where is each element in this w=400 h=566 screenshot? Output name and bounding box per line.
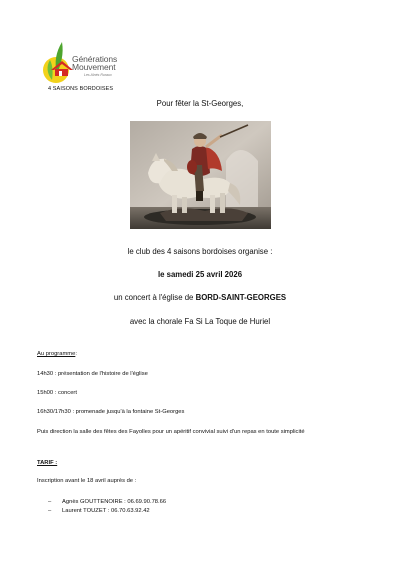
logo-tagline: Les Aînés Ruraux <box>84 73 112 77</box>
organizer-text: le club des 4 saisons bordoises organise : <box>127 247 273 256</box>
event-date: le samedi 25 avril 2026 <box>157 270 243 279</box>
chorale-text: avec la chorale Fa Si La Toque de Huriel <box>129 317 271 326</box>
programme-heading-colon: : <box>75 351 77 357</box>
programme-heading-label: Au programme <box>37 351 76 357</box>
tarif-heading: TARIF : <box>37 460 58 466</box>
programme-heading <box>37 350 367 358</box>
contact-text: Agnès GOUTTENOIRE : 06.69.90.78.66 <box>62 499 167 505</box>
contact-dash: – <box>48 499 52 505</box>
club-name: 4 SAISONS BORDOISES <box>48 86 114 92</box>
concert-prefix: un concert à l'église de <box>113 293 196 302</box>
programme-item: 14h30 : présentation de l'histoire de l'église <box>37 371 148 377</box>
programme-item: Puis direction la salle des fêtes des Fayolles pour un apéritif convivial suivi d'un repas en toute simplicité <box>37 429 305 435</box>
concert-line <box>0 293 400 302</box>
programme-item: 16h30/17h30 : promenade jusqu'à la fontaine St-Georges <box>37 409 185 415</box>
concert-place: BORD-SAINT-GEORGES <box>195 293 287 302</box>
contact-dash: – <box>48 508 52 514</box>
intro-text: Pour fêter la St-Georges, <box>156 99 244 108</box>
saint-george-statue-photo <box>130 121 271 229</box>
logo-brand-line2: Mouvement <box>72 62 116 72</box>
inscription-text: Inscription avant le 18 avril auprès de : <box>37 478 137 484</box>
programme-item: 15h00 : concert <box>37 390 77 396</box>
contact-text: Laurent TOUZET : 06.70.63.92.42 <box>62 508 150 514</box>
logo-brand-line1: Générations <box>72 54 118 64</box>
